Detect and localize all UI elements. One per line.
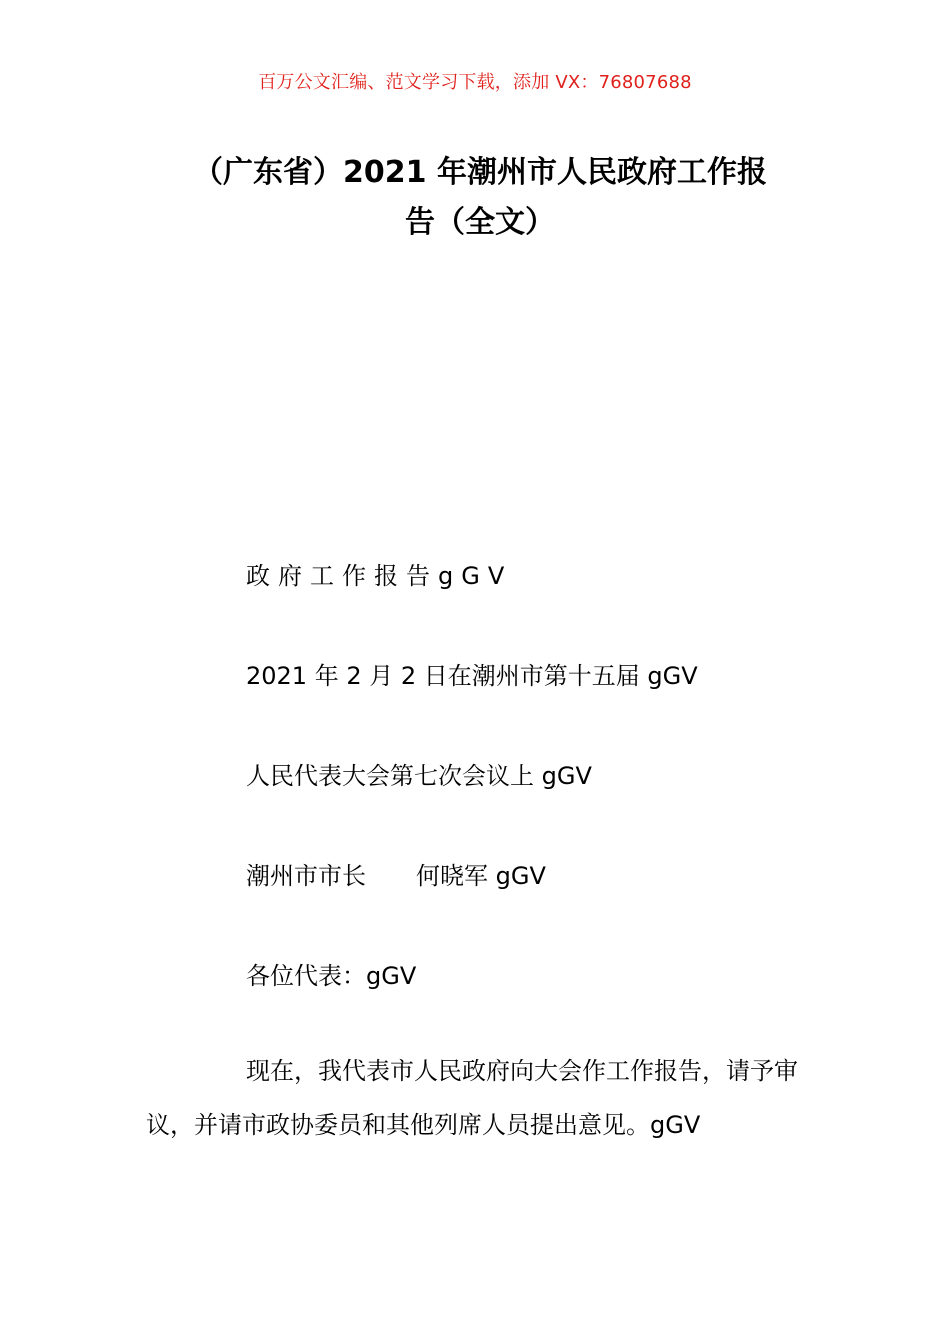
mayor-title: 潮州市市长 bbox=[246, 862, 366, 890]
title-line-1: （广东省）2021 年潮州市人民政府工作报 bbox=[193, 155, 767, 190]
salutation: 各位代表：gGV bbox=[246, 962, 417, 990]
document-title bbox=[140, 148, 820, 248]
paragraph-text: 现在，我代表市人民政府向大会作工作报告，请予审议，并请市政协委员和其他列席人员提出意见。gGV bbox=[146, 1057, 798, 1139]
mayor-line bbox=[246, 856, 546, 891]
date-line: 2021 年 2 月 2 日在潮州市第十五届 gGV bbox=[246, 662, 698, 690]
opening-paragraph bbox=[146, 1044, 810, 1152]
header-banner: 百万公文汇编、范文学习下载，添加 VX：76807688 bbox=[258, 72, 692, 93]
report-label: 政府工作报告gGV bbox=[246, 562, 513, 590]
meeting-line: 人民代表大会第七次会议上 gGV bbox=[246, 762, 592, 790]
mayor-name: 何晓军 gGV bbox=[416, 862, 546, 890]
title-line-2: 告（全文） bbox=[405, 205, 555, 240]
